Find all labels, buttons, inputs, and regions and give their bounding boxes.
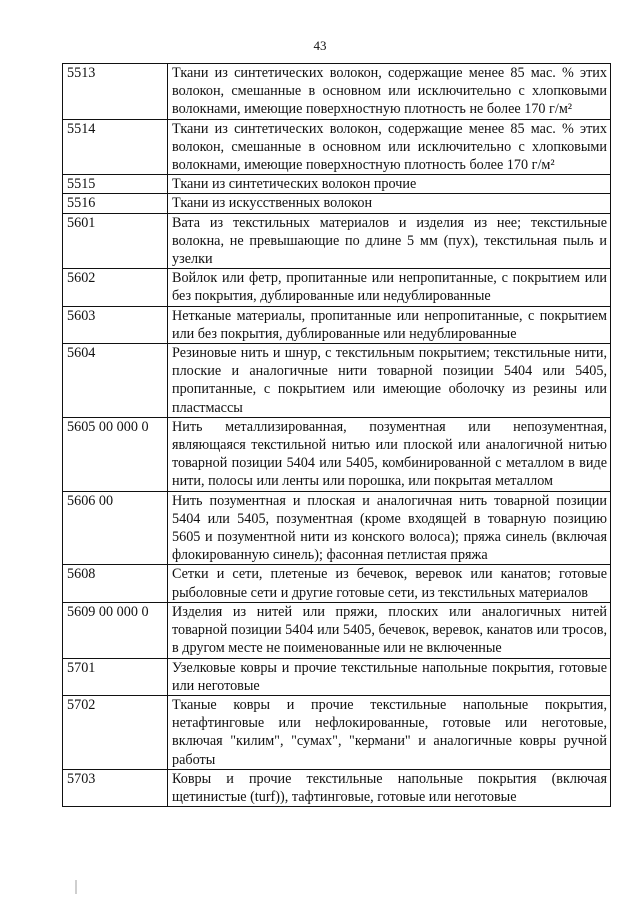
description-cell: Нить позументная и плоская и аналогичная нить товарной позиции 5404 или 5405, позументная (кроме входящей в товарную позицию 5605 и позументной нити из конского волоса); пряжа синель (включая флокированную синель); фасонная петлистая пряжа	[168, 491, 611, 565]
table-row	[63, 194, 611, 213]
table-row	[63, 491, 611, 565]
description-cell: Тканые ковры и прочие текстильные напольные покрытия, нетафтинговые или нефлокированные, готовые или неготовые, включая "килим", "сумах", "кермани" и аналогичные ковры ручной работы	[168, 695, 611, 769]
description-cell: Ткани из синтетических волокон прочие	[168, 175, 611, 194]
table-row	[63, 119, 611, 175]
description-cell: Вата из текстильных материалов и изделия из нее; текстильные волокна, не превышающие по длине 5 мм (пух), текстильная пыль и узелки	[168, 213, 611, 269]
description-cell: Войлок или фетр, пропитанные или непропитанные, с покрытием или без покрытия, дублированные или недублированные	[168, 269, 611, 306]
table-row	[63, 602, 611, 658]
table-row	[63, 658, 611, 695]
description-cell: Изделия из нитей или пряжи, плоских или аналогичных нитей товарной позиции 5404 или 5405, бечевок, веревок, канатов или тросов, в другом месте не поименованные или не включенные	[168, 602, 611, 658]
table-row	[63, 565, 611, 602]
description-cell: Нить металлизированная, позументная или непозументная, являющаяся текстильной нитью или плоской или аналогичной нитью товарной позиции 5404 или 5405, комбинированной с металлом в виде нити, полосы или ленты или порошка, или покрытая металлом	[168, 417, 611, 491]
table-row	[63, 769, 611, 806]
code-cell: 5604	[63, 344, 168, 418]
table-row	[63, 417, 611, 491]
table-row	[63, 306, 611, 343]
code-cell: 5605 00 000 0	[63, 417, 168, 491]
description-cell: Сетки и сети, плетеные из бечевок, веревок или канатов; готовые рыболовные сети и другие готовые сети, из текстильных материалов	[168, 565, 611, 602]
code-cell: 5609 00 000 0	[63, 602, 168, 658]
description-cell: Резиновые нить и шнур, с текстильным покрытием; текстильные нити, плоские и аналогичные нити товарной позиции 5404 или 5405, пропитанные, с покрытием или имеющие оболочку из резины или пластмассы	[168, 344, 611, 418]
description-cell: Ткани из искусственных волокон	[168, 194, 611, 213]
description-cell: Ковры и прочие текстильные напольные покрытия (включая щетинистые (turf)), тафтинговые, готовые или неготовые	[168, 769, 611, 806]
code-cell: 5606 00	[63, 491, 168, 565]
tariff-code-table	[62, 63, 611, 807]
description-cell: Узелковые ковры и прочие текстильные напольные покрытия, готовые или неготовые	[168, 658, 611, 695]
scan-artifact-mark	[75, 880, 77, 894]
code-cell: 5603	[63, 306, 168, 343]
table-row	[63, 344, 611, 418]
table-row	[63, 695, 611, 769]
code-cell: 5602	[63, 269, 168, 306]
description-cell: Ткани из синтетических волокон, содержащие менее 85 мас. % этих волокон, смешанные в основном или исключительно с хлопковыми волокнами, имеющие поверхностную плотность не более 170 г/м²	[168, 64, 611, 120]
description-cell: Ткани из синтетических волокон, содержащие менее 85 мас. % этих волокон, смешанные в основном или исключительно с хлопковыми волокнами, имеющие поверхностную плотность более 170 г/м²	[168, 119, 611, 175]
page-number: 43	[313, 38, 327, 53]
table-row	[63, 64, 611, 120]
code-cell: 5608	[63, 565, 168, 602]
code-cell: 5515	[63, 175, 168, 194]
code-cell: 5702	[63, 695, 168, 769]
code-cell: 5703	[63, 769, 168, 806]
code-cell: 5601	[63, 213, 168, 269]
code-cell: 5513	[63, 64, 168, 120]
code-cell: 5514	[63, 119, 168, 175]
description-cell: Нетканые материалы, пропитанные или непропитанные, с покрытием или без покрытия, дублированные или недублированные	[168, 306, 611, 343]
table-row	[63, 213, 611, 269]
code-cell: 5516	[63, 194, 168, 213]
code-cell: 5701	[63, 658, 168, 695]
table-row	[63, 269, 611, 306]
table-row	[63, 175, 611, 194]
